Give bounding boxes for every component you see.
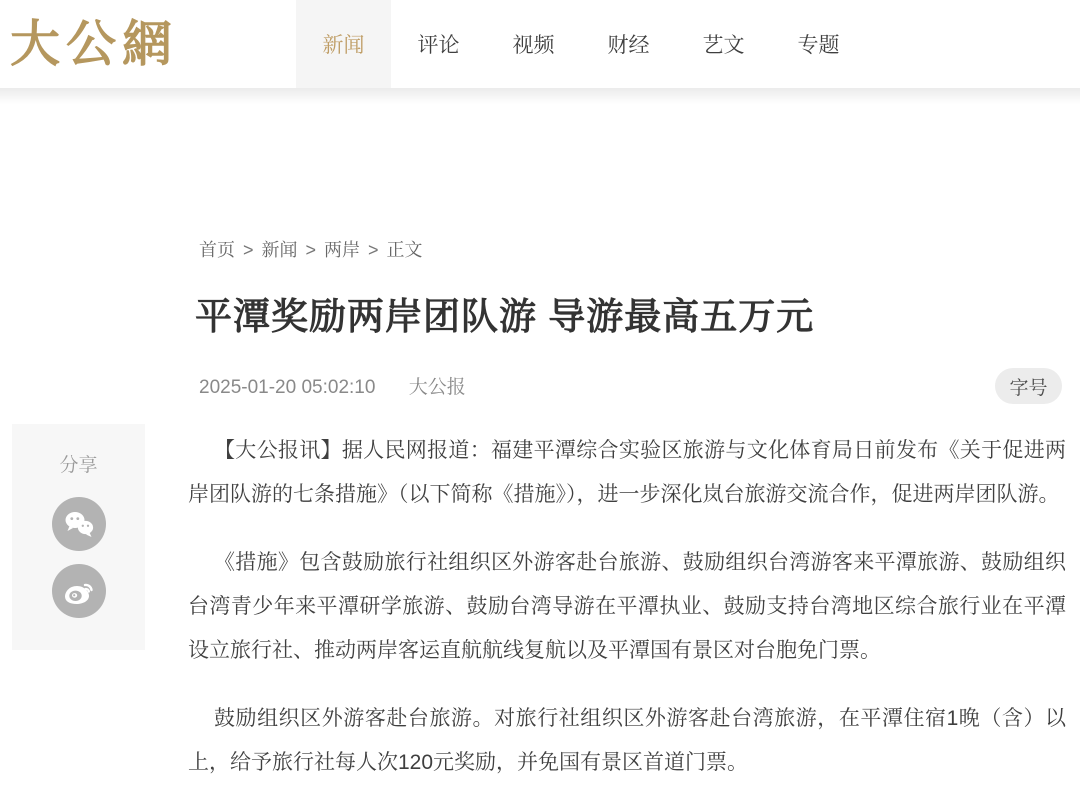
article-meta — [199, 372, 466, 399]
article-paragraph: 【大公报讯】据人民网报道：福建平潭综合实验区旅游与文化体育局日前发布《关于促进两岸团队游的七条措施》（以下简称《措施》），进一步深化岚台旅游交流合作，促进两岸团队游。 — [188, 439, 1066, 506]
article-source: 大公报 — [408, 377, 466, 398]
site-header — [0, 0, 1080, 88]
share-panel — [12, 424, 145, 650]
nav-tab-finance[interactable]: 财经 — [607, 34, 650, 57]
share-label: 分享 — [59, 455, 98, 476]
breadcrumb-separator: > — [305, 240, 317, 260]
nav-tab-comment[interactable]: 评论 — [417, 34, 460, 57]
breadcrumb-news[interactable]: 新闻 — [261, 240, 298, 260]
breadcrumb-current: 正文 — [386, 240, 423, 260]
weibo-share-button[interactable] — [52, 564, 106, 618]
article-paragraph: 《措施》包含鼓励旅行社组织区外游客赴台旅游、鼓励组织台湾游客来平潭旅游、鼓励组织台湾青少年来平潭研学旅游、鼓励台湾导游在平潭执业、鼓励支持台湾地区综合旅行业在平潭设立旅行社、推动两岸客运直航航线复航以及平潭国有景区对台胞免门票。 — [188, 551, 1066, 662]
wechat-share-button[interactable] — [52, 497, 106, 551]
article-title: 平潭奖励两岸团队游 导游最高五万元 — [195, 296, 815, 337]
breadcrumb-separator: > — [368, 240, 379, 260]
main-nav — [296, 0, 866, 88]
weibo-icon — [61, 573, 97, 609]
article-paragraph: 鼓励组织区外游客赴台旅游。对旅行社组织区外游客赴台湾旅游，在平潭住宿1晚（含）以上，给予旅行社每人次120元奖励，并免国有景区首道门票。 — [188, 707, 1066, 774]
nav-tab-video[interactable]: 视频 — [512, 34, 555, 57]
nav-tab-arts[interactable]: 艺文 — [702, 34, 745, 57]
breadcrumb-separator: > — [243, 240, 254, 260]
nav-tab-news[interactable]: 新闻 — [296, 0, 391, 88]
breadcrumb-home[interactable]: 首页 — [199, 240, 235, 260]
breadcrumb-straits[interactable]: 两岸 — [324, 240, 361, 260]
nav-tab-special[interactable]: 专题 — [797, 34, 840, 57]
breadcrumb — [199, 236, 423, 262]
site-logo[interactable]: 大公網 — [10, 14, 178, 73]
header-shadow-divider — [0, 88, 1080, 104]
article-body — [188, 429, 1066, 809]
wechat-icon — [61, 506, 97, 542]
article-date: 2025-01-20 05:02:10 — [199, 377, 376, 398]
font-size-button[interactable]: 字号 — [995, 368, 1062, 404]
